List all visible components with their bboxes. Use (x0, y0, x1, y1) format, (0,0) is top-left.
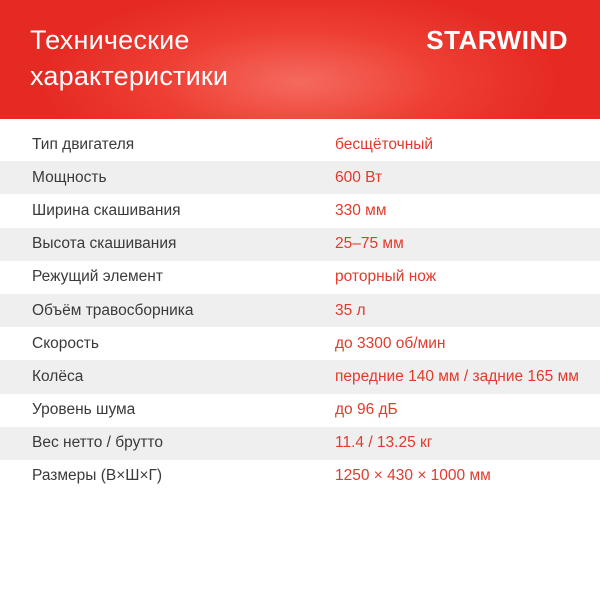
brand-logo: STARWIND (426, 25, 568, 55)
spec-value: роторный нож (335, 268, 437, 286)
spec-value: 25–75 мм (335, 235, 404, 253)
spec-row (0, 294, 600, 327)
title-line-2: характеристики (30, 61, 229, 91)
header-banner (0, 0, 600, 119)
spec-value: бесщёточный (335, 135, 434, 153)
spec-label: Уровень шума (32, 401, 136, 419)
spec-row (0, 427, 600, 460)
spec-row (0, 394, 600, 427)
spec-row (0, 460, 600, 493)
spec-table (0, 128, 600, 493)
spec-value: до 3300 об/мин (335, 334, 446, 352)
spec-value: 35 л (335, 301, 366, 319)
spec-label: Режущий элемент (32, 268, 163, 286)
spec-row (0, 228, 600, 261)
page-title (30, 22, 228, 94)
spec-value: передние 140 мм / задние 165 мм (335, 367, 579, 385)
spec-row (0, 194, 600, 227)
spec-value: 1250 × 430 × 1000 мм (335, 467, 491, 485)
spec-value: до 96 дБ (335, 401, 398, 419)
spec-label: Объём травосборника (32, 301, 194, 319)
spec-row (0, 360, 600, 393)
spec-row (0, 128, 600, 161)
spec-label: Скорость (32, 334, 99, 352)
spec-label: Мощность (32, 168, 107, 186)
spec-label: Размеры (В×Ш×Г) (32, 467, 163, 485)
spec-row (0, 327, 600, 360)
spec-label: Высота скашивания (32, 235, 177, 253)
spec-value: 600 Вт (335, 168, 383, 186)
title-line-1: Технические (30, 25, 190, 55)
spec-label: Вес нетто / брутто (32, 434, 163, 452)
spec-label: Ширина скашивания (32, 201, 181, 219)
spec-value: 11.4 / 13.25 кг (335, 434, 433, 452)
spec-label: Колёса (32, 367, 84, 385)
spec-row (0, 261, 600, 294)
spec-label: Тип двигателя (32, 135, 135, 153)
spec-row (0, 161, 600, 194)
spec-value: 330 мм (335, 201, 387, 219)
